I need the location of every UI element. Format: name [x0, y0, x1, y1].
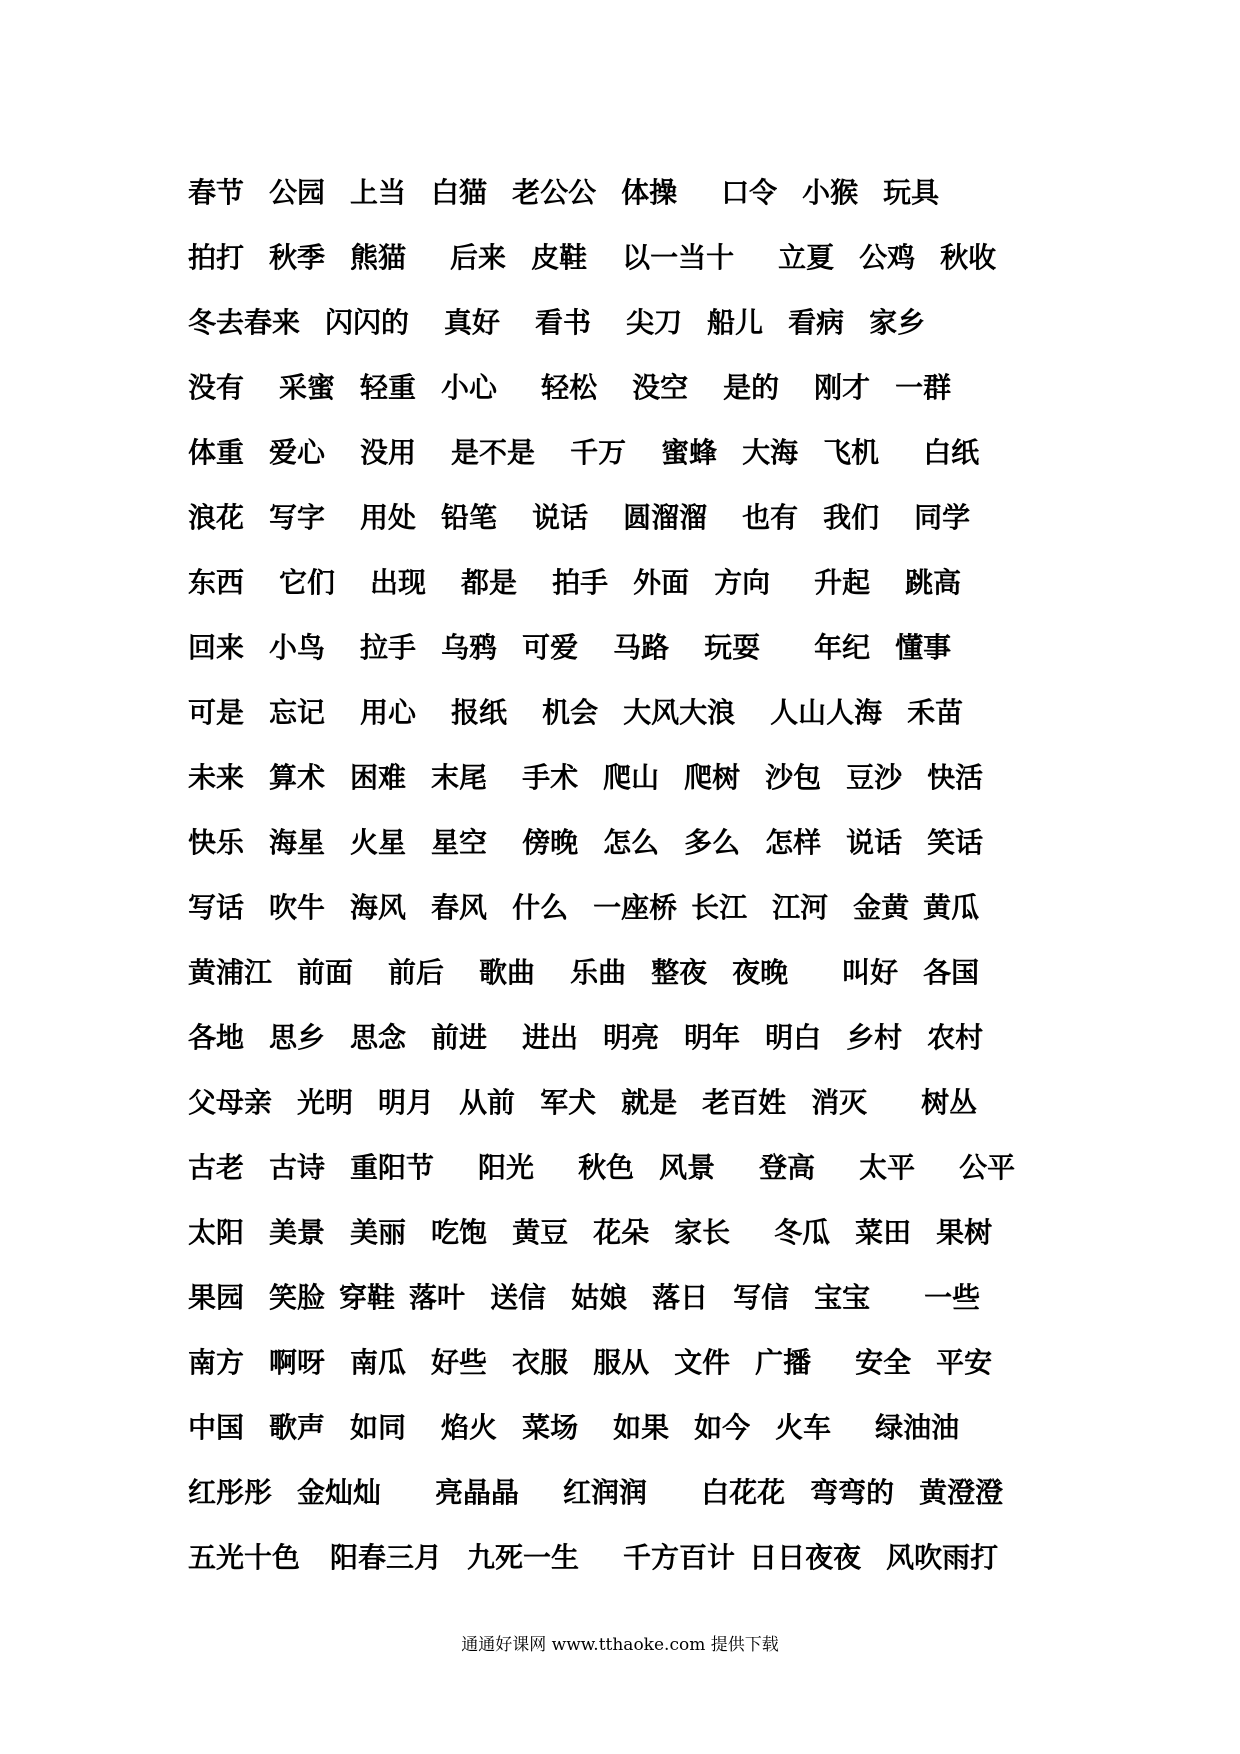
word: 落日 — [652, 1280, 709, 1314]
word: 多么 — [684, 825, 741, 859]
word: 吃饱 — [431, 1215, 488, 1249]
word: 春节 — [188, 175, 245, 209]
word: 歌声 — [269, 1410, 326, 1444]
word: 轻松 — [541, 370, 598, 404]
word: 广播 — [755, 1345, 812, 1379]
word: 果树 — [936, 1215, 993, 1249]
word: 出现 — [370, 565, 427, 599]
word: 日日夜夜 — [749, 1540, 862, 1574]
word: 可是 — [188, 695, 245, 729]
word: 熊猫 — [350, 240, 407, 274]
word-row — [188, 1265, 1068, 1330]
word: 风景 — [659, 1150, 716, 1184]
word: 立夏 — [778, 240, 835, 274]
word: 明年 — [684, 1020, 741, 1054]
word: 小猴 — [802, 175, 859, 209]
word: 火车 — [775, 1410, 832, 1444]
word: 没用 — [360, 435, 417, 469]
word: 公鸡 — [859, 240, 916, 274]
word: 啊呀 — [269, 1345, 326, 1379]
word: 跳高 — [905, 565, 962, 599]
word: 手术 — [522, 760, 579, 794]
word: 服从 — [593, 1345, 650, 1379]
word: 中国 — [188, 1410, 245, 1444]
word: 沙包 — [765, 760, 822, 794]
word: 风吹雨打 — [886, 1540, 999, 1574]
word: 快活 — [927, 760, 984, 794]
word: 拍手 — [552, 565, 609, 599]
word: 同学 — [914, 500, 971, 534]
word: 船儿 — [707, 305, 764, 339]
word: 飞机 — [823, 435, 880, 469]
footer-download-note: 通通好课网 www.tthaoke.com 提供下载 — [461, 1635, 779, 1655]
word-row — [188, 290, 1068, 355]
word-row — [188, 485, 1068, 550]
word-row — [188, 225, 1068, 290]
word: 写信 — [733, 1280, 790, 1314]
word-row — [188, 810, 1068, 875]
word: 衣服 — [512, 1345, 569, 1379]
word: 星空 — [431, 825, 488, 859]
word: 美丽 — [350, 1215, 407, 1249]
word: 采蜜 — [279, 370, 336, 404]
word: 快乐 — [188, 825, 245, 859]
word: 一群 — [895, 370, 952, 404]
word: 看病 — [788, 305, 845, 339]
word-row — [188, 1135, 1068, 1200]
word: 说话 — [846, 825, 903, 859]
word: 都是 — [461, 565, 518, 599]
word: 公园 — [269, 175, 326, 209]
word-row — [188, 875, 1068, 940]
word: 后来 — [450, 240, 507, 274]
word: 白猫 — [431, 175, 488, 209]
word: 没有 — [188, 370, 245, 404]
word: 是不是 — [451, 435, 536, 469]
word: 菜田 — [855, 1215, 912, 1249]
word: 体操 — [621, 175, 678, 209]
word: 古诗 — [269, 1150, 326, 1184]
word: 平安 — [936, 1345, 993, 1379]
word: 进出 — [522, 1020, 579, 1054]
word: 拍打 — [188, 240, 245, 274]
word: 怎样 — [765, 825, 822, 859]
word-list — [188, 160, 1068, 1590]
word: 玩耍 — [704, 630, 761, 664]
word: 升起 — [814, 565, 871, 599]
word: 落叶 — [409, 1280, 466, 1314]
word: 尖刀 — [626, 305, 683, 339]
word: 阳春三月 — [330, 1540, 443, 1574]
word: 重阳节 — [350, 1150, 435, 1184]
word: 家长 — [674, 1215, 731, 1249]
word: 体重 — [188, 435, 245, 469]
word: 轻重 — [360, 370, 417, 404]
word: 白纸 — [923, 435, 980, 469]
word: 火星 — [350, 825, 407, 859]
word: 口令 — [721, 175, 778, 209]
word: 大风大浪 — [623, 695, 736, 729]
word: 南瓜 — [350, 1345, 407, 1379]
word: 红彤彤 — [188, 1475, 273, 1509]
word: 以一当十 — [622, 240, 735, 274]
word-row — [188, 550, 1068, 615]
word: 闪闪的 — [325, 305, 410, 339]
word: 果园 — [188, 1280, 245, 1314]
word: 浪花 — [188, 500, 245, 534]
word: 秋色 — [578, 1150, 635, 1184]
word: 登高 — [759, 1150, 816, 1184]
word: 整夜 — [651, 955, 708, 989]
word: 黄豆 — [512, 1215, 569, 1249]
word: 怎么 — [603, 825, 660, 859]
word: 没空 — [632, 370, 689, 404]
word: 皮鞋 — [531, 240, 588, 274]
word: 拉手 — [360, 630, 417, 664]
word-row — [188, 680, 1068, 745]
word: 说话 — [532, 500, 589, 534]
word: 军犬 — [540, 1085, 597, 1119]
word: 黄瓜 — [923, 890, 980, 924]
word: 禾苗 — [907, 695, 964, 729]
word: 小鸟 — [269, 630, 326, 664]
word: 古老 — [188, 1150, 245, 1184]
word: 爬山 — [603, 760, 660, 794]
word: 一些 — [924, 1280, 981, 1314]
word: 忘记 — [269, 695, 326, 729]
word: 思念 — [350, 1020, 407, 1054]
word: 姑娘 — [571, 1280, 628, 1314]
word: 花朵 — [593, 1215, 650, 1249]
word: 长江 — [691, 890, 748, 924]
word: 送信 — [490, 1280, 547, 1314]
word: 乐曲 — [570, 955, 627, 989]
word: 五光十色 — [188, 1540, 301, 1574]
word-row — [188, 940, 1068, 1005]
word: 乡村 — [846, 1020, 903, 1054]
word: 九死一生 — [467, 1540, 580, 1574]
word: 冬去春来 — [188, 305, 301, 339]
word: 玩具 — [883, 175, 940, 209]
word-row — [188, 160, 1068, 225]
word: 江河 — [772, 890, 829, 924]
word-row — [188, 1200, 1068, 1265]
word: 用心 — [360, 695, 417, 729]
word: 写话 — [188, 890, 245, 924]
word-row — [188, 1005, 1068, 1070]
word: 如同 — [350, 1410, 407, 1444]
word: 傍晚 — [522, 825, 579, 859]
word: 消灭 — [811, 1085, 868, 1119]
word: 明亮 — [603, 1020, 660, 1054]
word-row — [188, 1395, 1068, 1460]
word: 爱心 — [269, 435, 326, 469]
word: 黄澄澄 — [919, 1475, 1004, 1509]
word: 安全 — [855, 1345, 912, 1379]
word: 春风 — [431, 890, 488, 924]
word: 秋收 — [940, 240, 997, 274]
word: 圆溜溜 — [623, 500, 708, 534]
word: 马路 — [613, 630, 670, 664]
word: 真好 — [444, 305, 501, 339]
word: 海风 — [350, 890, 407, 924]
word: 上当 — [350, 175, 407, 209]
word: 千方百计 — [623, 1540, 736, 1574]
word: 金黄 — [853, 890, 910, 924]
word: 看书 — [535, 305, 592, 339]
word: 前面 — [297, 955, 354, 989]
word: 末尾 — [431, 760, 488, 794]
word: 如今 — [694, 1410, 751, 1444]
word: 公平 — [959, 1150, 1016, 1184]
word: 宝宝 — [814, 1280, 871, 1314]
word: 懂事 — [895, 630, 952, 664]
word: 未来 — [188, 760, 245, 794]
word: 它们 — [279, 565, 336, 599]
word: 海星 — [269, 825, 326, 859]
word: 方向 — [714, 565, 771, 599]
word: 蜜蜂 — [661, 435, 718, 469]
word: 阳光 — [478, 1150, 535, 1184]
word: 各地 — [188, 1020, 245, 1054]
word: 年纪 — [814, 630, 871, 664]
word: 困难 — [350, 760, 407, 794]
word: 文件 — [674, 1345, 731, 1379]
word: 弯弯的 — [810, 1475, 895, 1509]
word: 也有 — [742, 500, 799, 534]
word: 焰火 — [441, 1410, 498, 1444]
word: 一座桥 — [593, 890, 678, 924]
word: 算术 — [269, 760, 326, 794]
word: 报纸 — [451, 695, 508, 729]
word: 前后 — [388, 955, 445, 989]
word: 刚才 — [814, 370, 871, 404]
word: 人山人海 — [770, 695, 883, 729]
word: 千万 — [570, 435, 627, 469]
word: 穿鞋 — [339, 1280, 396, 1314]
word: 各国 — [923, 955, 980, 989]
word: 太平 — [859, 1150, 916, 1184]
word: 家乡 — [869, 305, 926, 339]
word: 冬瓜 — [774, 1215, 831, 1249]
word: 叫好 — [842, 955, 899, 989]
word: 思乡 — [269, 1020, 326, 1054]
word: 笑脸 — [269, 1280, 326, 1314]
word: 小心 — [441, 370, 498, 404]
word: 用处 — [360, 500, 417, 534]
word: 光明 — [297, 1085, 354, 1119]
word: 南方 — [188, 1345, 245, 1379]
word: 歌曲 — [479, 955, 536, 989]
word: 乌鸦 — [441, 630, 498, 664]
word: 前进 — [431, 1020, 488, 1054]
word: 亮晶晶 — [435, 1475, 520, 1509]
word: 笑话 — [927, 825, 984, 859]
word: 爬树 — [684, 760, 741, 794]
word: 夜晚 — [732, 955, 789, 989]
word: 树丛 — [921, 1085, 978, 1119]
word: 如果 — [613, 1410, 670, 1444]
word: 可爱 — [522, 630, 579, 664]
word: 太阳 — [188, 1215, 245, 1249]
word: 黄浦江 — [188, 955, 273, 989]
word: 明月 — [378, 1085, 435, 1119]
word: 我们 — [823, 500, 880, 534]
word: 老公公 — [512, 175, 597, 209]
word: 菜场 — [522, 1410, 579, 1444]
word-row — [188, 615, 1068, 680]
word: 好些 — [431, 1345, 488, 1379]
word: 从前 — [459, 1085, 516, 1119]
word: 机会 — [542, 695, 599, 729]
word: 老百姓 — [702, 1085, 787, 1119]
word: 什么 — [512, 890, 569, 924]
word: 明白 — [765, 1020, 822, 1054]
word: 秋季 — [269, 240, 326, 274]
word: 美景 — [269, 1215, 326, 1249]
word-row — [188, 1330, 1068, 1395]
word-row — [188, 745, 1068, 810]
word: 父母亲 — [188, 1085, 273, 1119]
word: 金灿灿 — [297, 1475, 382, 1509]
word-row — [188, 1460, 1068, 1525]
word: 大海 — [742, 435, 799, 469]
word-row — [188, 420, 1068, 485]
word: 铅笔 — [441, 500, 498, 534]
word-row — [188, 1070, 1068, 1135]
word: 东西 — [188, 565, 245, 599]
word: 吹牛 — [269, 890, 326, 924]
word: 白花花 — [701, 1475, 786, 1509]
word: 农村 — [927, 1020, 984, 1054]
word: 回来 — [188, 630, 245, 664]
word: 外面 — [633, 565, 690, 599]
word: 是的 — [723, 370, 780, 404]
word-row — [188, 1525, 1068, 1590]
word: 绿油油 — [875, 1410, 960, 1444]
word: 就是 — [621, 1085, 678, 1119]
word: 红润润 — [563, 1475, 648, 1509]
word-row — [188, 355, 1068, 420]
word: 写字 — [269, 500, 326, 534]
word: 豆沙 — [846, 760, 903, 794]
